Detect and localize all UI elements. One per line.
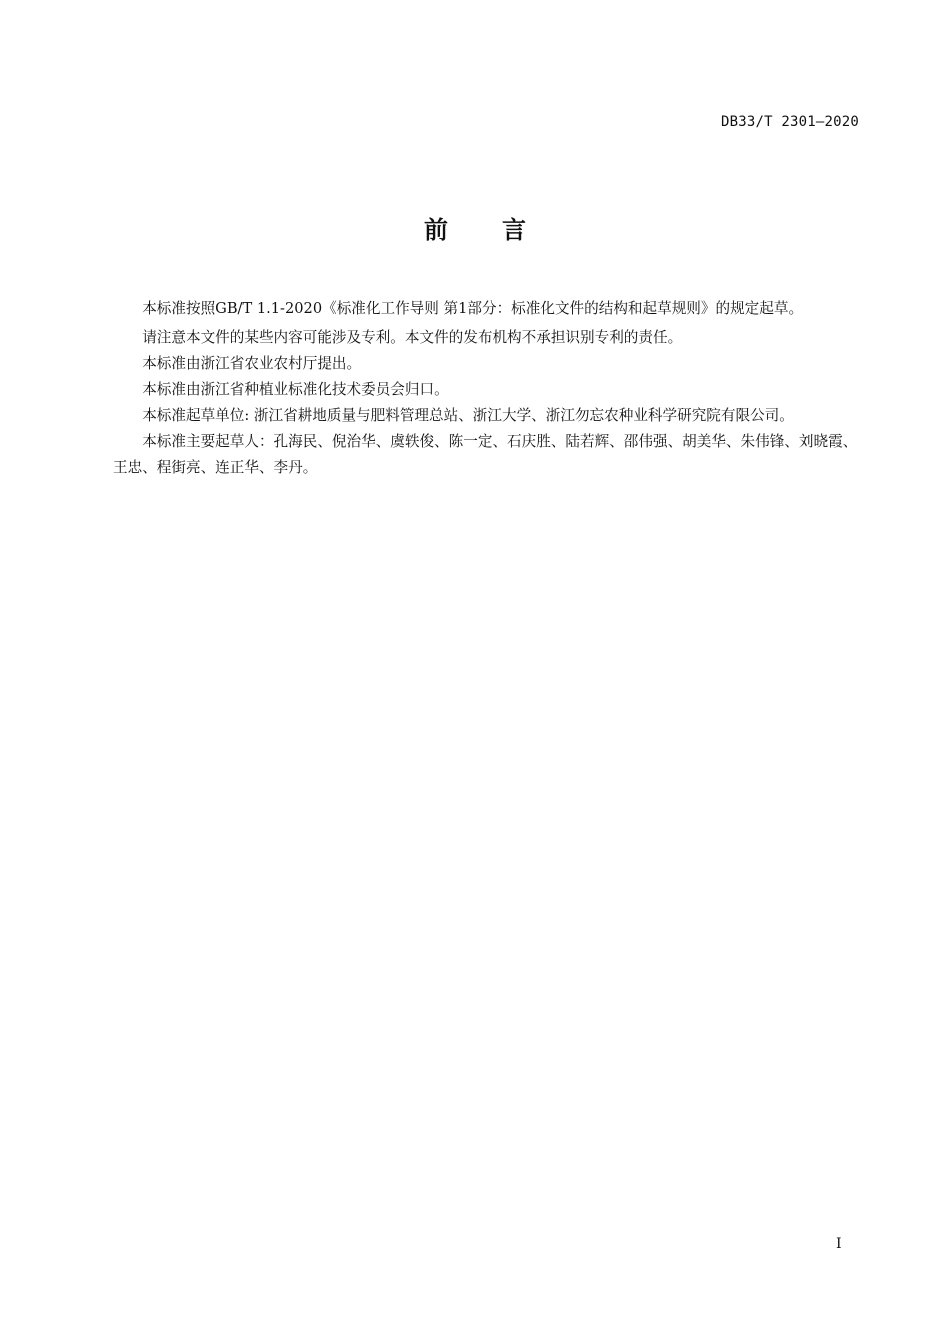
paragraph-drafters: 本标准主要起草人：孔海民、倪治华、虞轶俊、陈一定、石庆胜、陆若辉、邵伟强、胡美华、朱伟锋、刘晓霞、王忠、程街亮、连正华、李丹。 (113, 433, 858, 476)
page-number: I (836, 1236, 842, 1252)
paragraph-proposer: 本标准由浙江省农业农村厅提出。 (142, 355, 362, 372)
paragraph-drafting-units: 本标准起草单位: 浙江省耕地质量与肥料管理总站、浙江大学、浙江勿忘农种业科学研究院有限公司。 (142, 407, 794, 424)
foreword-body (113, 296, 859, 481)
paragraph-committee: 本标准由浙江省种植业标准化技术委员会归口。 (142, 381, 449, 398)
paragraph-drafting-basis: 本标准按照GB/T 1.1-2020《标准化工作导则 第1部分：标准化文件的结构和起草规则》的规定起草。 (142, 300, 804, 317)
page-title: 前言 (424, 216, 580, 244)
paragraph-patent-notice: 请注意本文件的某些内容可能涉及专利。本文件的发布机构不承担识别专利的责任。 (142, 329, 683, 346)
standard-code: DB33/T 2301—2020 (720, 114, 859, 130)
